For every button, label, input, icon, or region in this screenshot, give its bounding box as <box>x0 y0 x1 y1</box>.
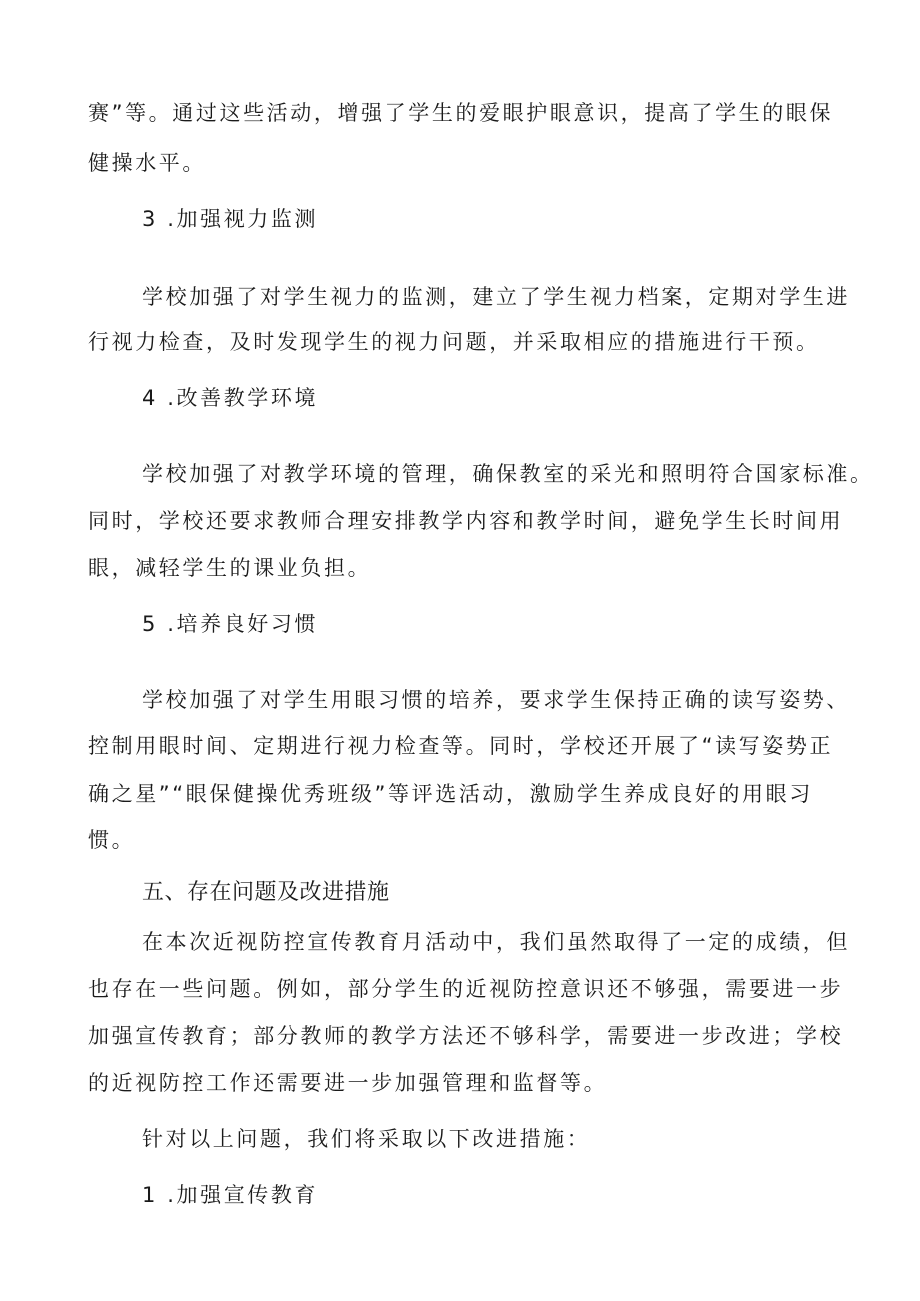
paragraph-line: 同时，学校还要求教师合理安排教学内容和教学时间，避免学生长时间用 <box>88 509 844 533</box>
section-heading-5: 5 .培养良好习惯 <box>142 612 319 636</box>
paragraph-line: 在本次近视防控宣传教育月活动中，我们虽然取得了一定的成绩，但 <box>142 930 850 954</box>
paragraph-line: 加强宣传教育；部分教师的教学方法还不够科学，需要进一步改进；学校 <box>88 1024 844 1048</box>
section-heading-1: 1 .加强宣传教育 <box>142 1183 319 1207</box>
section-heading-3: 3 .加强视力监测 <box>142 207 319 231</box>
paragraph-line: 眼，减轻学生的课业负担。 <box>88 556 372 580</box>
paragraph-line: 行视力检查，及时发现学生的视力问题，并采取相应的措施进行干预。 <box>88 330 820 354</box>
paragraph-line: 健操水平。 <box>88 151 206 175</box>
paragraph-line: 也存在一些问题。例如，部分学生的近视防控意识还不够强，需要进一步 <box>88 977 844 1001</box>
section-heading-4: 4 .改善教学环境 <box>142 386 319 410</box>
paragraph-line: 赛”等。通过这些活动，增强了学生的爱眼护眼意识，提高了学生的眼保 <box>88 101 834 125</box>
paragraph-line: 针对以上问题，我们将采取以下改进措施： <box>142 1127 591 1151</box>
paragraph-line: 的近视防控工作还需要进一步加强管理和监督等。 <box>88 1071 608 1095</box>
paragraph-line: 学校加强了对教学环境的管理，确保教室的采光和照明符合国家标准。 <box>142 462 874 486</box>
paragraph-line: 确之星”“眼保健操优秀班级”等评选活动，激励学生养成良好的用眼习 <box>88 782 813 806</box>
paragraph-line: 学校加强了对学生用眼习惯的培养，要求学生保持正确的读写姿势、 <box>142 688 850 712</box>
paragraph-line: 学校加强了对学生视力的监测，建立了学生视力档案，定期对学生进 <box>142 285 850 309</box>
paragraph-line: 控制用眼时间、定期进行视力检查等。同时，学校还开展了“读写姿势正 <box>88 734 834 758</box>
paragraph-line: 惯。 <box>88 828 136 852</box>
chapter-heading: 五、存在问题及改进措施 <box>142 879 390 904</box>
